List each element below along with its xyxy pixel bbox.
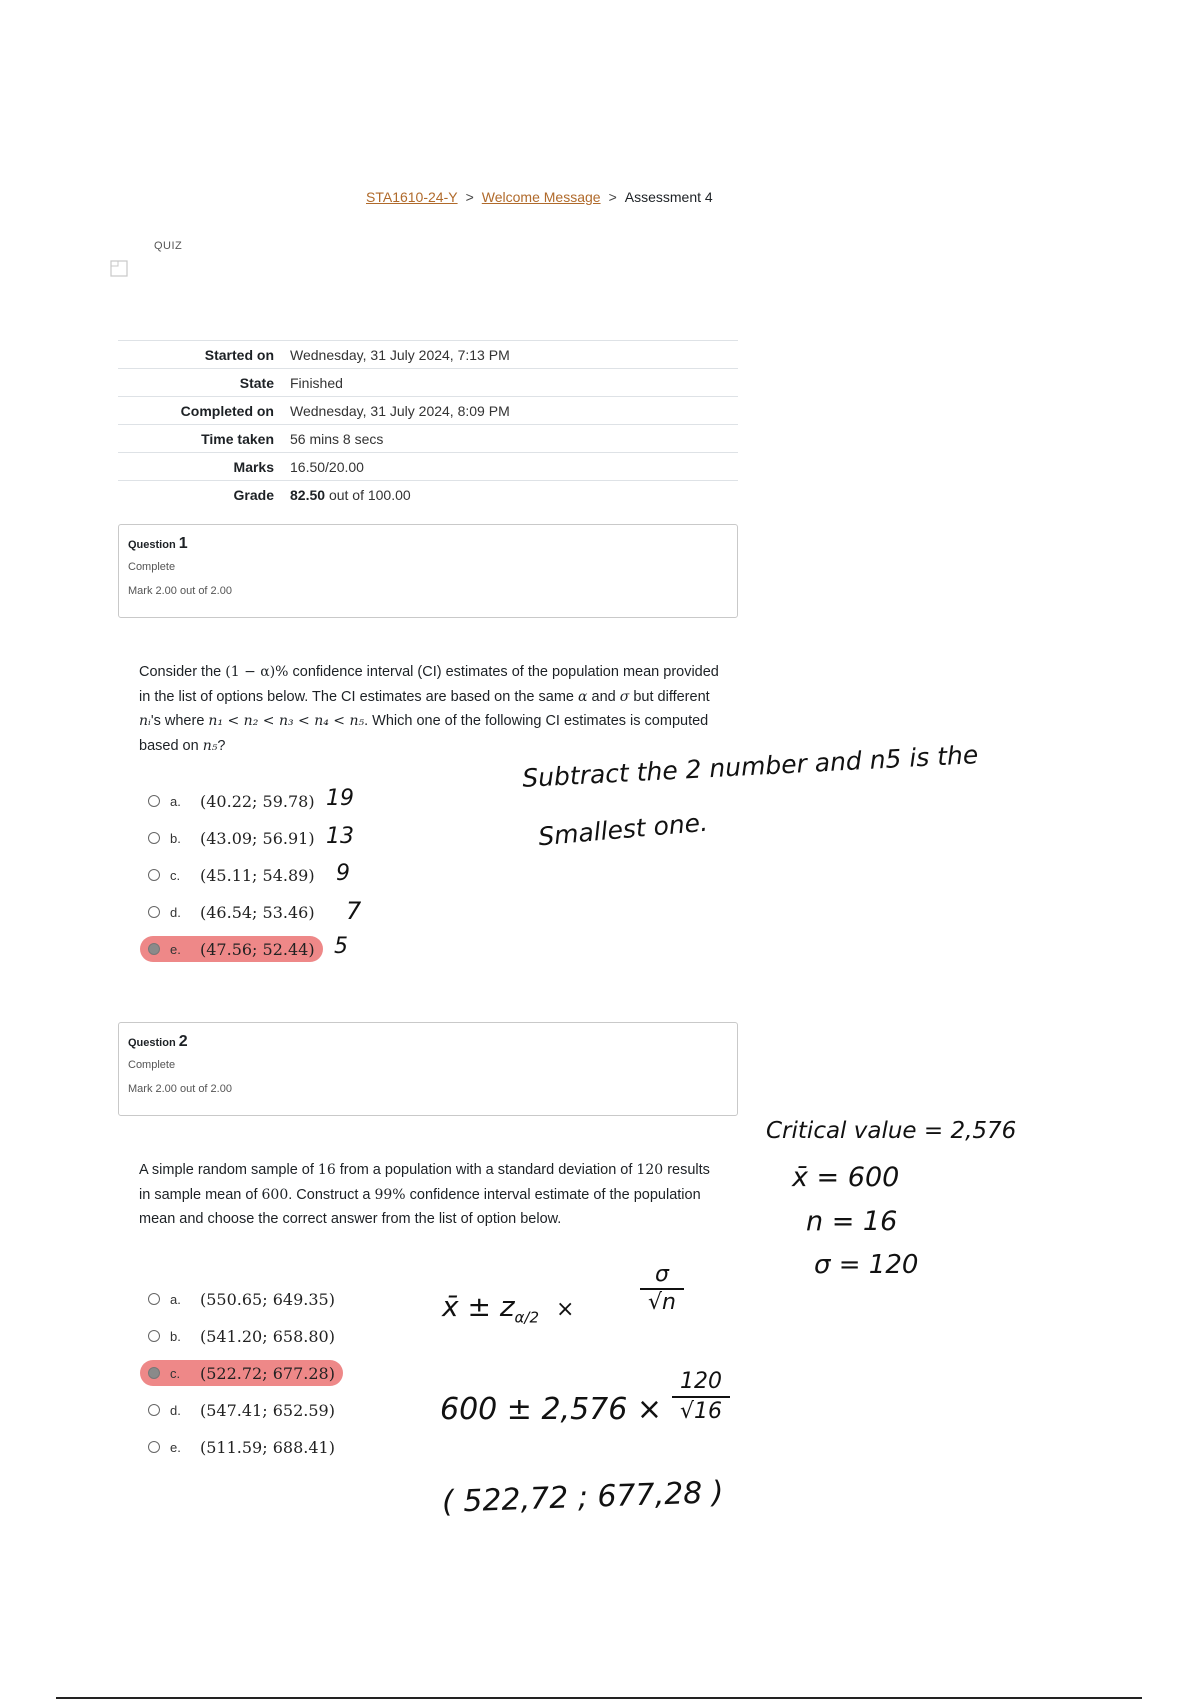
question-text: but different (633, 688, 710, 705)
breadcrumb-current: Assessment 4 (624, 189, 713, 205)
handwritten-fraction (640, 1262, 684, 1316)
answer-option-selected[interactable] (148, 1358, 343, 1388)
option-value: (40.22; 59.78) (200, 791, 315, 811)
breadcrumb-link-welcome[interactable]: Welcome Message (481, 189, 601, 205)
summary-key: Started on (118, 341, 282, 369)
radio-icon[interactable] (148, 1404, 160, 1416)
document-icon (110, 260, 130, 278)
question-text: and (591, 688, 616, 705)
question-text: confidence interval (CI) estimates of the population mean provided in the list of options below. The CI estimates are based on the same (139, 664, 719, 705)
radio-icon[interactable] (148, 1293, 160, 1305)
question-text: results in sample mean of (139, 1162, 710, 1203)
handwritten-formula (442, 1290, 574, 1327)
handwritten-fraction (672, 1368, 730, 1426)
activity-type-label: QUIZ (154, 240, 183, 252)
math-expression: (1 − α)% (225, 664, 289, 680)
summary-value: 56 mins 8 secs (282, 425, 738, 453)
handwritten-note: Smallest one. (537, 807, 710, 852)
math-expression: 99% (374, 1186, 406, 1203)
handwritten-note: 13 (326, 824, 354, 849)
question-mark: Mark 2.00 out of 2.00 (128, 1083, 232, 1095)
fraction-denominator: √n (648, 1290, 676, 1315)
option-value: (522.72; 677.28) (200, 1363, 335, 1383)
question-text: ? (217, 737, 226, 754)
question-text: confidence interval estimate of the population mean and choose the correct answer from the list of option below. (139, 1186, 701, 1227)
math-expression: α (578, 688, 588, 705)
summary-value: Finished (282, 369, 738, 397)
math-expression: 16 (317, 1162, 336, 1178)
option-letter: a. (170, 1291, 181, 1307)
summary-value: 16.50/20.00 (282, 453, 738, 481)
question-text: from a population with a standard deviation of (339, 1162, 633, 1178)
question-2-info (118, 1022, 738, 1116)
question-number (128, 1033, 728, 1051)
answer-option[interactable] (148, 1432, 335, 1462)
question-1-text (139, 660, 719, 758)
handwritten-formula: 600 ± 2,576 × (440, 1392, 663, 1427)
summary-row-time-taken (118, 425, 738, 453)
handwritten-note: Subtract the 2 number and n5 is the (521, 740, 979, 793)
formula-part: × (555, 1297, 575, 1322)
option-value: (511.59; 688.41) (200, 1437, 335, 1457)
math-expression: nᵢ (139, 713, 151, 729)
question-text: . Which one of the following CI estimates is computed based on (139, 713, 709, 754)
summary-value: Wednesday, 31 July 2024, 8:09 PM (282, 397, 738, 425)
question-label: Question (128, 1037, 176, 1049)
grade-value: 82.50 (290, 486, 326, 503)
handwritten-note: σ = 120 (814, 1250, 919, 1280)
radio-icon[interactable] (148, 795, 160, 807)
radio-icon[interactable] (148, 1330, 160, 1342)
summary-row-grade (118, 481, 738, 509)
question-text: . Construct a (288, 1186, 371, 1203)
answer-option[interactable] (148, 1284, 335, 1314)
summary-value: Wednesday, 31 July 2024, 7:13 PM (282, 341, 738, 369)
fraction-numerator: σ (640, 1262, 684, 1290)
radio-icon[interactable] (148, 1367, 160, 1379)
question-2-text (139, 1158, 719, 1232)
answer-option[interactable] (148, 786, 315, 816)
answer-option[interactable] (148, 823, 315, 853)
math-expression: 600 (261, 1186, 289, 1203)
option-letter: d. (170, 1402, 181, 1418)
answer-option[interactable] (148, 897, 315, 927)
fraction-denominator: √16 (679, 1399, 722, 1424)
question-number-value: 2 (178, 1033, 188, 1050)
question-text: 's where (150, 713, 205, 729)
radio-icon[interactable] (148, 869, 160, 881)
formula-part: x̄ ± z (442, 1290, 515, 1323)
option-value: (547.41; 652.59) (200, 1400, 335, 1420)
summary-value (282, 481, 738, 509)
option-value: (541.20; 658.80) (200, 1326, 335, 1346)
option-letter: e. (170, 941, 181, 957)
formula-part: α/2 (514, 1308, 540, 1327)
question-text: Consider the (139, 664, 222, 680)
summary-key: Completed on (118, 397, 282, 425)
summary-row-marks (118, 453, 738, 481)
breadcrumb (366, 189, 713, 205)
summary-key: State (118, 369, 282, 397)
chevron-right-icon: > (465, 189, 474, 205)
summary-row-completed (118, 397, 738, 425)
radio-icon[interactable] (148, 832, 160, 844)
option-letter: c. (170, 1365, 181, 1381)
breadcrumb-link-course[interactable]: STA1610-24-Y (366, 189, 458, 205)
math-expression: n₁ < n₂ < n₃ < n₄ < n₅ (208, 713, 365, 729)
option-letter: b. (170, 830, 181, 846)
option-value: (45.11; 54.89) (200, 865, 315, 885)
radio-icon[interactable] (148, 943, 160, 955)
question-state: Complete (128, 561, 176, 573)
handwritten-note: 5 (334, 934, 348, 959)
summary-key: Marks (118, 453, 282, 481)
handwritten-note: x̄ = 600 (792, 1162, 900, 1193)
option-value: (46.54; 53.46) (200, 902, 315, 922)
handwritten-note: 9 (336, 861, 350, 886)
fraction-numerator: 120 (672, 1368, 730, 1398)
question-label: Question (128, 539, 176, 551)
math-expression: n₅ (202, 737, 218, 754)
summary-row-started (118, 341, 738, 369)
chevron-right-icon: > (608, 189, 617, 205)
radio-icon[interactable] (148, 1441, 160, 1453)
handwritten-note: Critical value = 2,576 (766, 1118, 1017, 1144)
handwritten-result: ( 522,72 ; 677,28 ) (441, 1475, 725, 1520)
math-expression: 120 (636, 1162, 664, 1178)
question-mark: Mark 2.00 out of 2.00 (128, 585, 232, 597)
answer-option-selected[interactable] (148, 934, 323, 964)
answer-option[interactable] (148, 1321, 335, 1351)
answer-highlight (140, 936, 323, 962)
option-letter: b. (170, 1328, 181, 1344)
option-value: (47.56; 52.44) (200, 939, 315, 959)
question-text: A simple random sample of (139, 1162, 314, 1178)
answer-option[interactable] (148, 860, 315, 890)
page-divider (56, 1697, 1142, 1699)
radio-icon[interactable] (148, 906, 160, 918)
summary-key: Grade (118, 481, 282, 509)
summary-key: Time taken (118, 425, 282, 453)
question-1-info (118, 524, 738, 618)
option-letter: d. (170, 904, 181, 920)
option-letter: c. (170, 867, 181, 883)
option-value: (43.09; 56.91) (200, 828, 315, 848)
attempt-summary-table (118, 340, 738, 508)
summary-row-state (118, 369, 738, 397)
handwritten-note: 19 (326, 786, 354, 811)
option-value: (550.65; 649.35) (200, 1289, 335, 1309)
option-letter: e. (170, 1439, 181, 1455)
option-letter: a. (170, 793, 181, 809)
answer-option[interactable] (148, 1395, 335, 1425)
math-expression: σ (619, 688, 630, 705)
handwritten-note: 7 (346, 897, 362, 925)
answer-highlight (140, 1360, 343, 1386)
question-state: Complete (128, 1059, 176, 1071)
grade-total: out of 100.00 (328, 486, 411, 503)
question-number-value: 1 (178, 535, 188, 552)
handwritten-note: n = 16 (806, 1206, 898, 1237)
question-number (128, 535, 728, 553)
